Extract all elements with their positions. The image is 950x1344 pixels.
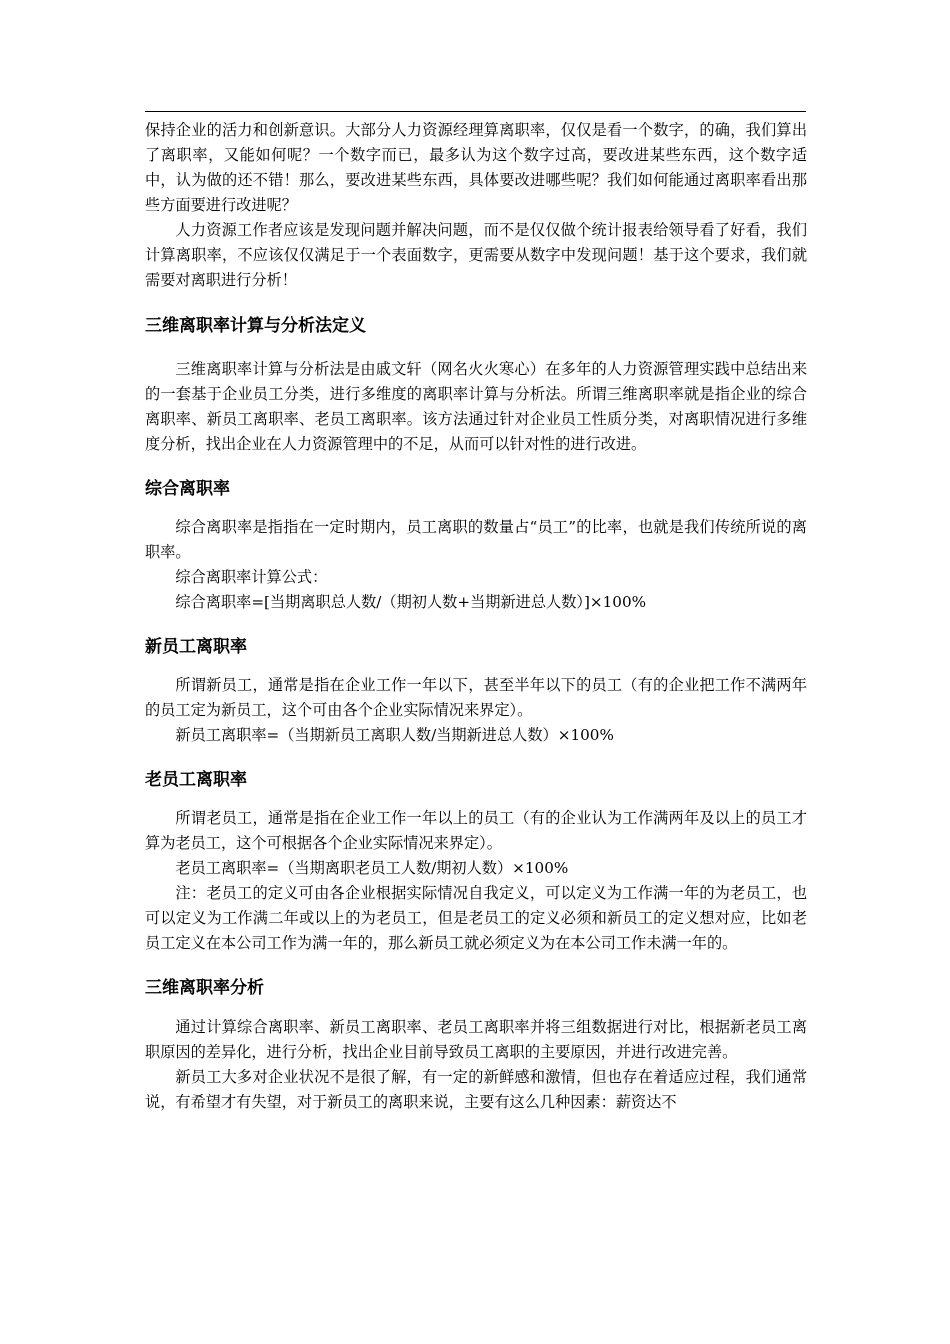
overall-formula-label: 综合离职率计算公式： (175, 568, 328, 586)
old-employee-paragraph: 所谓老员工，通常是指在企业工作一年以上的员工（有的企业认为工作满两年及以上的员工才算为老员工，这个可根据各个企业实际情况来界定）。 (145, 809, 807, 852)
new-employee-formula: 新员工离职率=（当期新员工离职人数/当期新进总人数）×100% (175, 726, 614, 744)
overall-paragraph: 综合离职率是指指在一定时期内，员工离职的数量占“员工”的比率，也就是我们传统所说的离职率。 (145, 518, 807, 561)
old-employee-note: 注：老员工的定义可由各企业根据实际情况自我定义，可以定义为工作满一年的为老员工，也可以定义为工作满二年或以上的为老员工，但是老员工的定义必须和新员工的定义想对应，比如老员工定义在本公司工作为满一年的，那么新员工就必须定义为在本公司工作未满一年的。 (145, 884, 807, 952)
section-heading-new-employee: 新员工离职率 (145, 637, 247, 657)
section-heading-definition: 三维离职率计算与分析法定义 (145, 316, 366, 336)
intro-paragraph-1: 保持企业的活力和创新意识。大部分人力资源经理算离职率，仅仅是看一个数字，的确，我们算出了离职率，又能如何呢？一个数字而已，最多认为这个数字过高，要改进某些东西，这个数字适中，认为做的还不错！那么，要改进某些东西，具体要改进哪些呢？我们如何能通过离职率看出那些方面要进行改进呢？ (145, 121, 807, 214)
header-rule (145, 111, 806, 112)
document-body (145, 118, 807, 1115)
overall-formula: 综合离职率=[当期离职总人数/（期初人数+当期新进总人数）]×100% (175, 593, 647, 611)
new-employee-paragraph: 所谓新员工，通常是指在企业工作一年以下，甚至半年以下的员工（有的企业把工作不满两年的员工定为新员工，这个可由各个企业实际情况来界定）。 (145, 676, 807, 719)
section-heading-old-employee: 老员工离职率 (145, 770, 247, 790)
intro-paragraph-2: 人力资源工作者应该是发现问题并解决问题，而不是仅仅做个统计报表给领导看了好看，我们计算离职率，不应该仅仅满足于一个表面数字，更需要从数字中发现问题！基于这个要求，我们就需要对离职进行分析！ (145, 221, 807, 289)
section-heading-overall: 综合离职率 (145, 479, 230, 499)
section-heading-analysis: 三维离职率分析 (145, 978, 264, 998)
analysis-paragraph-1: 通过计算综合离职率、新员工离职率、老员工离职率并将三组数据进行对比，根据新老员工离职原因的差异化，进行分析，找出企业目前导致员工离职的主要原因，并进行改进完善。 (145, 1018, 807, 1061)
old-employee-formula: 老员工离职率=（当期离职老员工人数/期初人数）×100% (175, 859, 569, 877)
analysis-paragraph-2: 新员工大多对企业状况不是很了解，有一定的新鲜感和激情，但也存在着适应过程，我们通常说，有希望才有失望，对于新员工的离职来说，主要有这么几种因素：薪资达不 (145, 1068, 807, 1111)
definition-paragraph: 三维离职率计算与分析法是由戚文轩（网名火火寒心）在多年的人力资源管理实践中总结出来的一套基于企业员工分类，进行多维度的离职率计算与分析法。所谓三维离职率就是指企业的综合离职率、新员工离职率、老员工离职率。该方法通过针对企业员工性质分类，对离职情况进行多维度分析，找出企业在人力资源管理中的不足，从而可以针对性的进行改进。 (145, 360, 807, 453)
